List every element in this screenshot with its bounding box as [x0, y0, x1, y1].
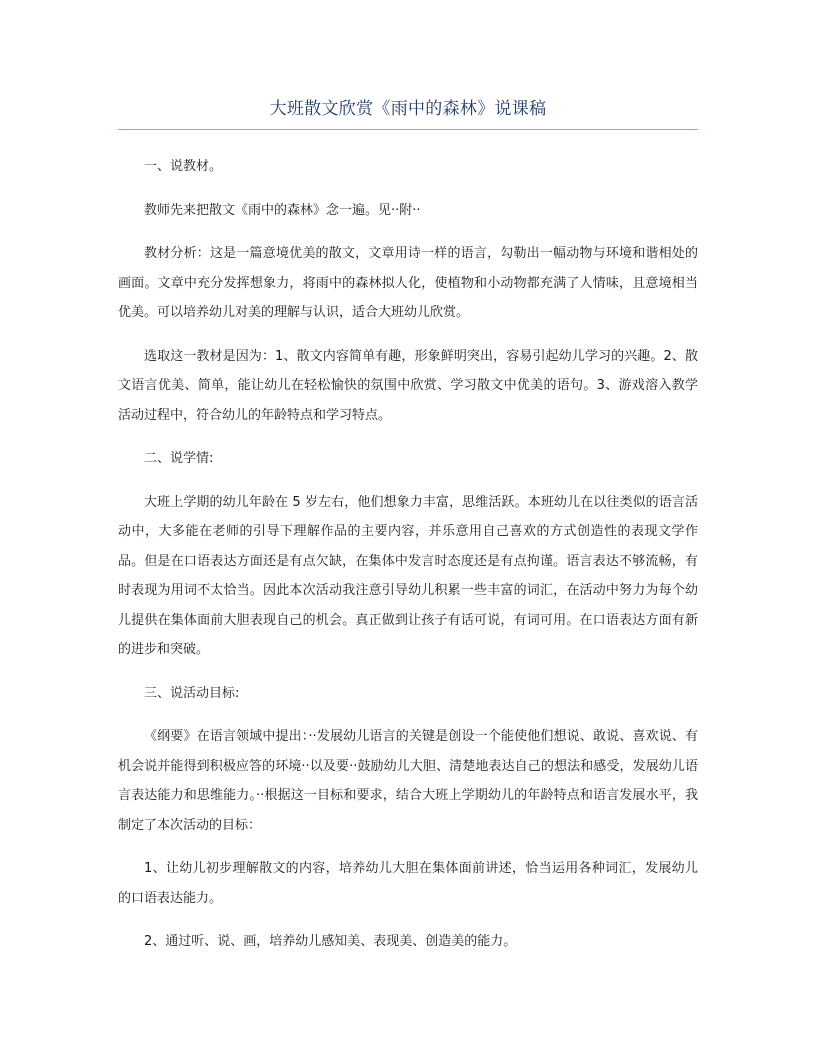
section-heading-2: 二、说学情:: [144, 451, 214, 466]
paragraph-material-analysis: 教材分析：这是一篇意境优美的散文，文章用诗一样的语言，勾勒出一幅动物与环境和谐相处的画面。文章中充分发挥想象力，将雨中的森林拟人化，使植物和小动物都充满了人情味，且意境相当优美。可以培养幼儿对美的理解与认识，适合大班幼儿欣赏。: [118, 246, 698, 320]
paragraph-outline-quote: 《纲要》在语言领域中提出：··发展幼儿语言的关键是创设一个能使他们想说、敢说、喜欢说、有机会说并能得到积极应答的环境··以及要··鼓励幼儿大胆、清楚地表达自己的想法和感受，发展幼儿语言表达能力和思维能力。··根据这一目标和要求，结合大班上学期幼儿的年龄特点和语言发展水平，我制定了本次活动的目标：: [118, 729, 698, 833]
paragraph-selection-reasons: 选取这一教材是因为：1、散文内容简单有趣，形象鲜明突出，容易引起幼儿学习的兴趣。2、散文语言优美、简单，能让幼儿在轻松愉快的氛围中欣赏、学习散文中优美的语句。3、游戏溶入教学活动过程中，符合幼儿的年龄特点和学习特点。: [118, 348, 698, 423]
document-content: [118, 96, 698, 971]
section-heading-3: 三、说活动目标:: [144, 685, 240, 701]
paragraph-goal-2: 2、通过听、说、画，培养幼儿感知美、表现美、创造美的能力。: [144, 934, 517, 949]
page-title: 大班散文欣赏《雨中的森林》说课稿: [269, 99, 547, 119]
paragraph-student-situation: 大班上学期的幼儿年龄在 5 岁左右，他们想象力丰富，思维活跃。本班幼儿在以往类似的语言活动中，大多能在老师的引导下理解作品的主要内容，并乐意用自己喜欢的方式创造性的表现文学作品。但是在口语表达方面还是有点欠缺，在集体中发言时态度还是有点拘谨。语言表达不够流畅，有时表现为用词不太恰当。因此本次活动我注意引导幼儿积累一些丰富的词汇，在活动中努力为每个幼儿提供在集体面前大胆表现自己的机会。真正做到让孩子有话可说，有词可用。在口语表达方面有新的进步和突破。: [118, 494, 698, 657]
paragraph-read-aloud: 教师先来把散文《雨中的森林》念一遍。见··附··: [144, 202, 421, 218]
section-heading-1: 一、说教材。: [144, 159, 223, 174]
title-divider: [118, 129, 698, 130]
paragraph-goal-1: 1、让幼儿初步理解散文的内容，培养幼儿大胆在集体面前讲述，恰当运用各种词汇，发展幼儿的口语表达能力。: [118, 861, 698, 906]
